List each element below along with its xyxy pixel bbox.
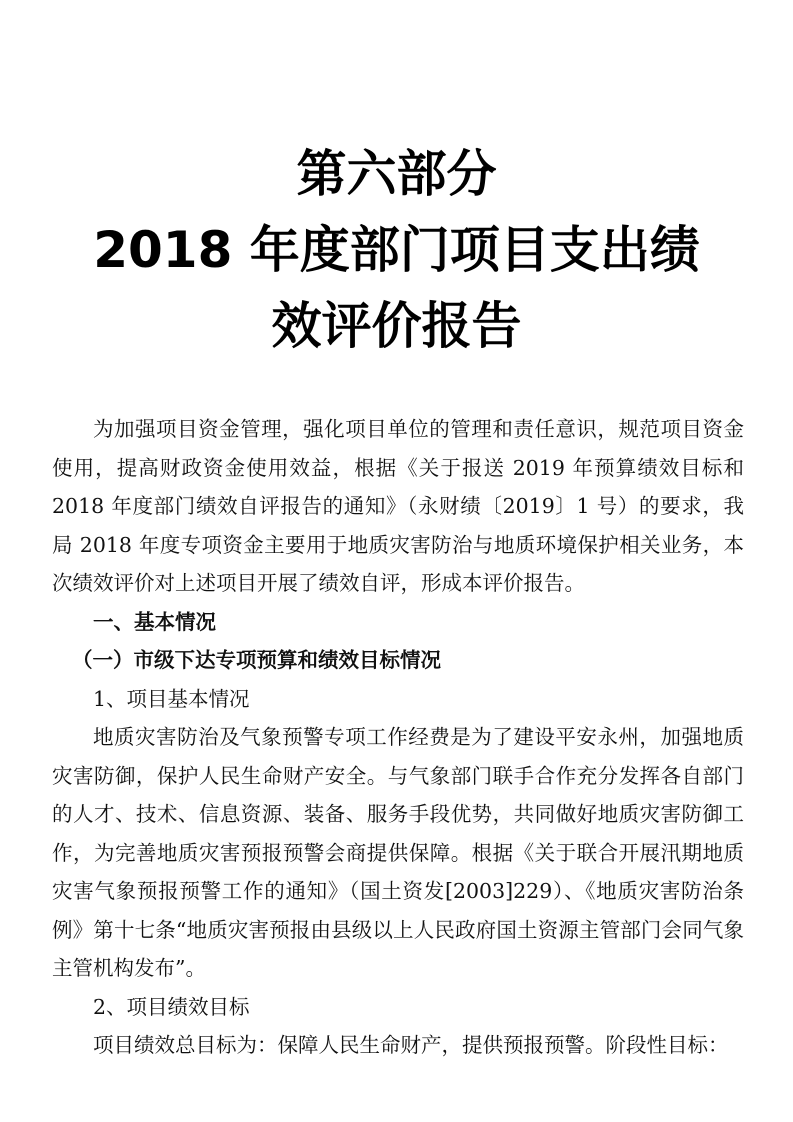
item-heading-performance-targets: 2、项目绩效目标 [93, 994, 250, 1019]
item-heading-project-basics: 1、项目基本情况 [93, 686, 250, 711]
subsection-heading-budget-targets: （一）市级下达专项预算和绩效目标情况 [72, 648, 441, 672]
intro-paragraph: 为加强项目资金管理，强化项目单位的管理和责任意识，规范项目资金使用，提高财政资金使用效益，根据《关于报送 2019 年预算绩效目标和 2018 年度部门绩效自评报告的通知》（永财绩〔2019〕1 号）的要求，我局 2018 年度专项资金主要用于地质灾害防治与地质环境保护相关业务，本次绩效评价对上述项目开展了绩效自评，形成本评价报告。 [52, 417, 744, 595]
report-title-line-1: 2018 年度部门项目支出绩 [93, 221, 700, 279]
document-body [52, 410, 744, 1065]
section-heading-basic-info: 一、基本情况 [93, 609, 216, 634]
report-title-line-2: 效评价报告 [271, 297, 522, 355]
project-basics-paragraph: 地质灾害防治及气象预警专项工作经费是为了建设平安永州，加强地质灾害防御，保护人民生命财产安全。与气象部门联手合作充分发挥各自部门的人才、技术、信息资源、装备、服务手段优势，共同做好地质灾害防御工作，为完善地质灾害预报预警会商提供保障。根据《关于联合开展汛期地质灾害气象预报预警工作的通知》（国土资发[2003]229）、《地质灾害防治条例》第十七条“地质灾害预报由县级以上人民政府国土资源主管部门会同气象主管机构发布”。 [52, 725, 744, 980]
performance-targets-paragraph: 项目绩效总目标为：保障人民生命财产，提供预报预警。阶段性目标： [93, 1033, 729, 1057]
part-title: 第六部分 [296, 145, 497, 203]
